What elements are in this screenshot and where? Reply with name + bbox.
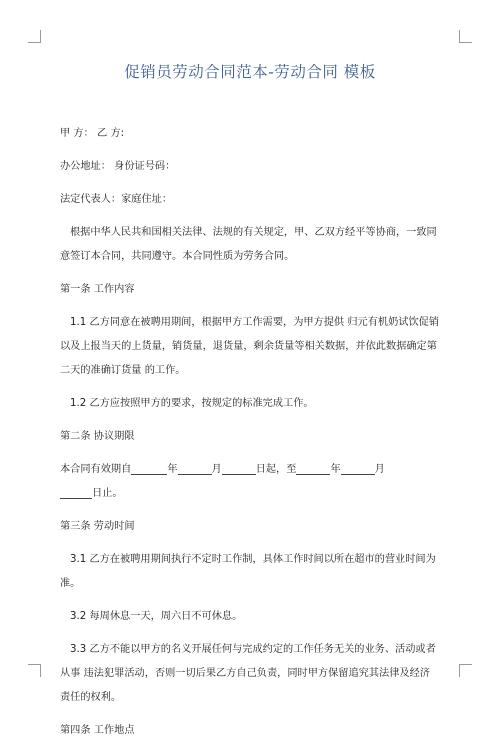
term-to-text: 日起，至 <box>255 464 297 475</box>
clause-3-2: 3.2 每周休息一天，周六日不可休息。 <box>70 611 243 622</box>
article-3-heading: 第三条 劳动时间 <box>60 521 135 532</box>
article-4-heading: 第四条 工作地点 <box>60 725 135 736</box>
term-month-text-2: 月 <box>374 464 385 475</box>
clause-3-1: 3.1 乙方在被聘用期间执行不定时工作制，具体工作时间以所在超市的营业时间为准。 <box>60 554 436 589</box>
end-year-blank <box>296 462 330 475</box>
start-day-blank <box>222 462 256 475</box>
end-month-blank <box>341 462 375 475</box>
term-from-text: 本合同有效期自 <box>60 464 132 475</box>
clause-1-2: 1.2 乙方应按照甲方的要求，按规定的标准完成工作。 <box>70 398 314 409</box>
crop-mark-bottom-left <box>28 664 41 677</box>
term-month-text: 月 <box>211 464 222 475</box>
term-end-text: 日止。 <box>92 488 123 499</box>
crop-mark-top-left <box>28 30 41 43</box>
address-line: 办公地址： 身份证号码： <box>60 161 176 172</box>
end-day-blank <box>60 486 92 499</box>
article-2-heading: 第二条 协议期限 <box>60 431 135 442</box>
clause-1-1: 1.1 乙方同意在被聘用期间，根据甲方工作需要，为甲方提供 归元有机奶试饮促销以及上报当天的上货量，销货量，退货量，剩余货量等相关数据，并依此数据确定第二天的准确订货量 的工作。 <box>60 317 440 376</box>
party-line: 甲 方： 乙 方: <box>60 128 125 139</box>
crop-mark-top-right <box>459 30 472 43</box>
term-year-text: 年 <box>167 464 178 475</box>
start-year-blank <box>131 462 167 475</box>
clause-3-3: 3.3 乙方不能以甲方的名义开展任何与完成约定的工作任务无关的业务、活动或者从事 违法犯罪活动，否则一切后果乙方自己负责，同时甲方保留追究其法律及经济责任的权利。 <box>60 644 436 703</box>
start-month-blank <box>178 462 212 475</box>
term-paragraph <box>60 458 440 506</box>
crop-mark-bottom-right <box>459 664 472 677</box>
document-title: 促销员劳动合同范本-劳动合同 模板 <box>124 63 376 81</box>
rep-line: 法定代表人：家庭住址： <box>60 194 173 205</box>
article-1-heading: 第一条 工作内容 <box>60 284 135 295</box>
term-year-text-2: 年 <box>330 464 341 475</box>
intro-paragraph: 根据中华人民共和国相关法律、法规的有关规定，甲、乙双方经平等协商，一致同意签订本合同，共同遵守。本合同性质为劳务合同。 <box>60 227 437 262</box>
document-page <box>60 60 440 752</box>
